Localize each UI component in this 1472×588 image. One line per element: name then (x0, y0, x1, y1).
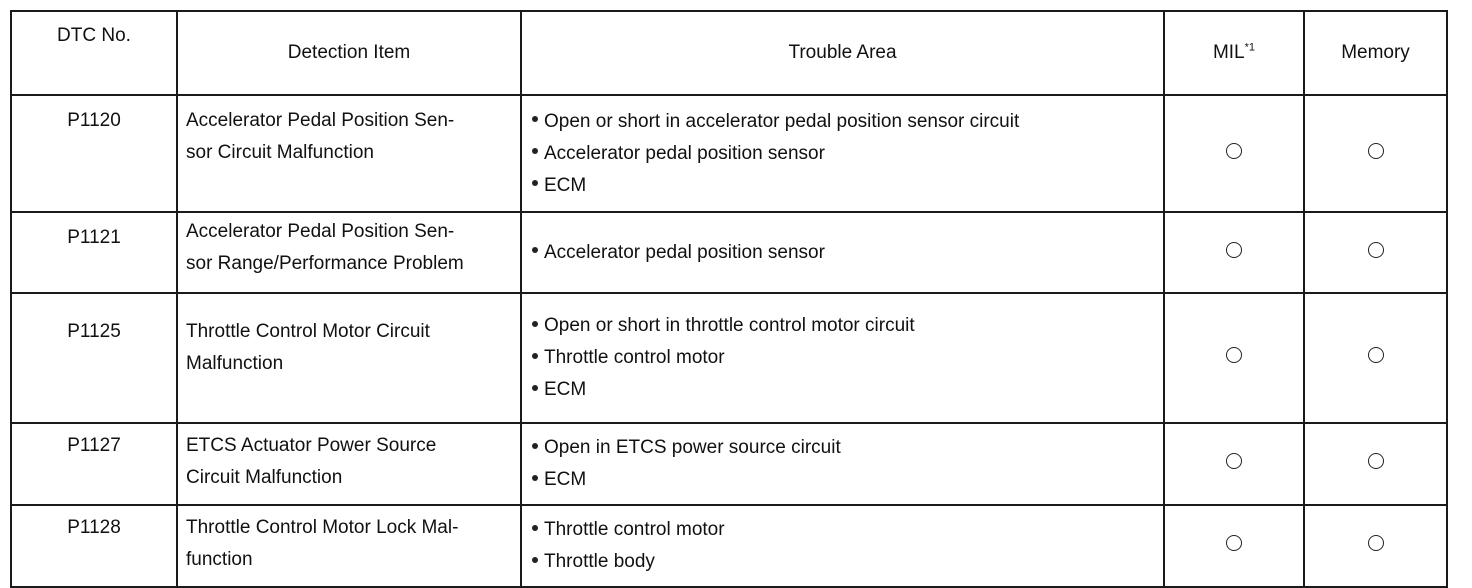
dtc-table (10, 10, 1448, 588)
detection-line: Throttle Control Motor Circuit (186, 321, 430, 342)
bullet-icon (532, 353, 538, 359)
trouble-text: ECM (544, 379, 587, 400)
trouble-item (532, 432, 1155, 464)
trouble-text: ECM (544, 174, 587, 196)
trouble-item (532, 464, 1155, 496)
circle-icon (1226, 453, 1242, 469)
circle-icon (1368, 242, 1384, 258)
trouble-text: Accelerator pedal position sensor (544, 241, 825, 263)
detection-item (177, 293, 521, 423)
table-row (11, 423, 1447, 505)
detection-line: ETCS Actuator Power Source (186, 435, 437, 456)
trouble-text: Open or short in throttle control motor circuit (544, 315, 915, 336)
detection-line: sor Range/Performance Problem (186, 253, 464, 274)
detection-line: sor Circuit Malfunction (186, 142, 374, 163)
trouble-area (521, 212, 1164, 293)
memory-cell (1304, 423, 1447, 505)
bullet-icon (532, 525, 538, 531)
header-dtc-no: DTC No. (11, 11, 177, 95)
circle-icon (1368, 453, 1384, 469)
trouble-text: Open in ETCS power source circuit (544, 437, 841, 458)
trouble-text: ECM (544, 469, 587, 490)
header-trouble-area: Trouble Area (521, 11, 1164, 95)
mil-cell (1164, 423, 1304, 505)
dtc-code: P1127 (11, 423, 177, 505)
table-row (11, 212, 1447, 293)
detection-line: Accelerator Pedal Position Sen- (186, 221, 455, 242)
trouble-text: Throttle body (544, 551, 655, 572)
trouble-area (521, 293, 1164, 423)
table-row (11, 293, 1447, 423)
detection-line: Accelerator Pedal Position Sen- (186, 110, 455, 131)
trouble-item (532, 514, 1155, 546)
trouble-item (532, 374, 1155, 406)
trouble-item (532, 170, 1155, 202)
bullet-icon (532, 557, 538, 563)
mil-cell (1164, 212, 1304, 293)
detection-line: function (186, 549, 253, 570)
circle-icon (1368, 535, 1384, 551)
bullet-icon (532, 148, 538, 154)
trouble-item (532, 342, 1155, 374)
memory-cell (1304, 212, 1447, 293)
circle-icon (1368, 347, 1384, 363)
circle-icon (1226, 143, 1242, 159)
mil-cell (1164, 293, 1304, 423)
trouble-text: Throttle control motor (544, 347, 725, 368)
memory-cell (1304, 505, 1447, 587)
trouble-item (532, 237, 1155, 269)
trouble-text: Throttle control motor (544, 519, 725, 540)
circle-icon (1226, 242, 1242, 258)
table-row (11, 505, 1447, 587)
dtc-code: P1125 (11, 293, 177, 423)
dtc-code: P1128 (11, 505, 177, 587)
trouble-item (532, 138, 1155, 170)
dtc-code: P1120 (11, 95, 177, 212)
trouble-text: Accelerator pedal position sensor (544, 142, 825, 164)
mil-cell (1164, 505, 1304, 587)
bullet-icon (532, 180, 538, 186)
header-mil-footnote: *1 (1244, 41, 1256, 54)
detection-line: Throttle Control Motor Lock Mal- (186, 517, 459, 538)
bullet-icon (532, 385, 538, 391)
header-mil-label: MIL (1212, 42, 1245, 63)
bullet-icon (532, 443, 538, 449)
detection-item (177, 212, 521, 293)
header-mil (1164, 11, 1304, 95)
bullet-icon (532, 475, 538, 481)
header-memory: Memory (1304, 11, 1447, 95)
dtc-code: P1121 (11, 212, 177, 293)
circle-icon (1226, 347, 1242, 363)
trouble-item (532, 546, 1155, 578)
detection-line: Circuit Malfunction (186, 467, 343, 488)
trouble-area (521, 423, 1164, 505)
bullet-icon (532, 321, 538, 327)
memory-cell (1304, 293, 1447, 423)
trouble-area (521, 505, 1164, 587)
circle-icon (1368, 143, 1384, 159)
mil-cell (1164, 95, 1304, 212)
trouble-area (521, 95, 1164, 212)
detection-item (177, 95, 521, 212)
header-detection-item: Detection Item (177, 11, 521, 95)
bullet-icon (532, 247, 538, 253)
trouble-text: Open or short in accelerator pedal position sensor circuit (544, 110, 1020, 132)
detection-item (177, 505, 521, 587)
circle-icon (1226, 535, 1242, 551)
bullet-icon (532, 116, 538, 122)
detection-item (177, 423, 521, 505)
memory-cell (1304, 95, 1447, 212)
detection-line: Malfunction (186, 353, 284, 374)
trouble-item (532, 310, 1155, 342)
header-row (11, 11, 1447, 95)
trouble-item (532, 106, 1155, 138)
table-row (11, 95, 1447, 212)
